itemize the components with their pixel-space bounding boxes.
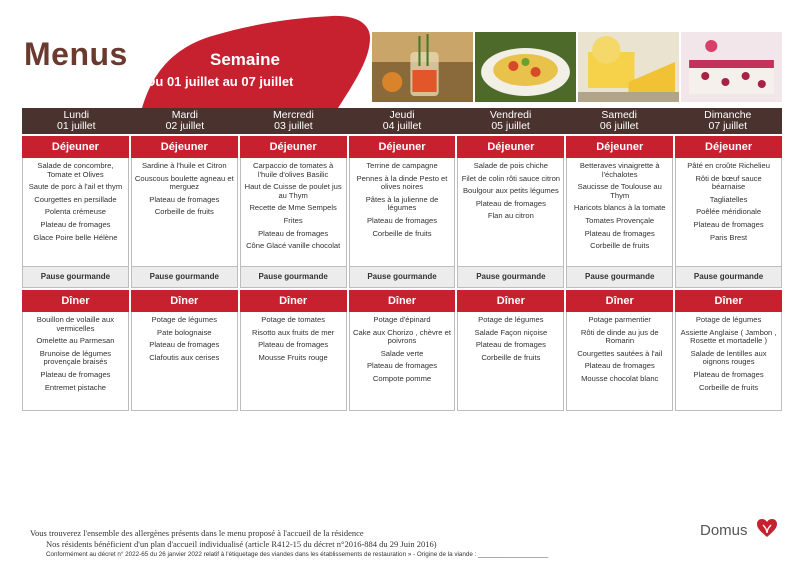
day-column-jeudi xyxy=(349,136,456,411)
dinner-header: Dîner xyxy=(240,290,347,312)
lunch-header: Déjeuner xyxy=(566,136,673,158)
dish-item: Paris Brest xyxy=(710,232,748,242)
dinner-menu-cell xyxy=(457,312,564,411)
dish-item: Cake aux Chorizo , chèvre et poivrons xyxy=(353,327,451,346)
dish-item: Haricots blancs à la tomate xyxy=(573,203,666,213)
dinner-header: Dîner xyxy=(349,290,456,312)
dish-item: Frites xyxy=(283,215,303,225)
dish-item: Pâtes à la julienne de légumes xyxy=(365,194,439,213)
lunch-header: Déjeuner xyxy=(22,136,129,158)
dish-item: Tomates Provençale xyxy=(585,215,655,225)
food-photo-salad xyxy=(475,32,576,102)
dish-item: Boulgour aux petits légumes xyxy=(462,186,559,196)
pause-gourmande-label: Pause gourmande xyxy=(566,267,673,288)
pause-gourmande-label: Pause gourmande xyxy=(457,267,564,288)
dinner-header: Dîner xyxy=(457,290,564,312)
pause-gourmande-label: Pause gourmande xyxy=(240,267,347,288)
day-column-dimanche xyxy=(675,136,782,411)
dish-item: Mousse chocolat blanc xyxy=(581,373,659,383)
dish-item: Plateau de fromages xyxy=(258,228,329,238)
dish-item: Plateau de fromages xyxy=(258,340,329,350)
lunch-menu-cell xyxy=(349,158,456,267)
dish-item: Courgettes sautées à l'ail xyxy=(577,348,663,358)
dish-item: Mousse Fruits rouge xyxy=(258,352,328,362)
dish-item: Rôti de dinde au jus de Romarin xyxy=(580,327,659,346)
dish-item: Potage de légumes xyxy=(478,315,544,324)
dinner-header: Dîner xyxy=(675,290,782,312)
care-plan-notice: Nos résidents bénéficient d'un plan d'accueil individualisé (article R412-15 du décret n°2016-884 du 29 Juin 2016) xyxy=(46,539,437,549)
dish-item: Plateau de fromages xyxy=(40,369,111,379)
dish-item: Assiette Anglaise ( Jambon , Rosette et mortadelle ) xyxy=(680,327,777,346)
dish-item: Salade de pois chiche xyxy=(473,161,549,170)
dish-item: Salade Façon niçoise xyxy=(474,327,548,337)
dish-item: Bouillon de volaille aux vermicelles xyxy=(36,315,115,333)
week-label: Semaine xyxy=(210,50,280,69)
dish-item: Potage de légumes xyxy=(151,315,217,324)
dinner-header: Dîner xyxy=(22,290,129,312)
food-photo-dessert xyxy=(681,32,782,102)
dinner-menu-cell xyxy=(131,312,238,411)
dish-item: Plateau de fromages xyxy=(40,219,111,229)
dish-item: Corbeille de fruits xyxy=(699,382,759,392)
day-header-jeudi: Jeudi 04 juillet xyxy=(382,109,422,132)
lunch-header: Déjeuner xyxy=(457,136,564,158)
day-column-mercredi xyxy=(240,136,347,411)
dinner-menu-cell xyxy=(22,312,129,411)
lunch-menu-cell xyxy=(22,158,129,267)
dish-item: Sardine à l'huile et Citron xyxy=(141,161,227,170)
day-column-lundi xyxy=(22,136,129,411)
day-header-dimanche: Dimanche 07 juillet xyxy=(704,109,752,132)
dish-item: Plateau de fromages xyxy=(693,219,764,229)
dish-item: Potage d'épinard xyxy=(373,315,431,324)
dish-item: Plateau de fromages xyxy=(366,361,438,371)
dish-item: Poêlée méridionale xyxy=(696,207,762,217)
dish-item: Potage parmentier xyxy=(588,315,651,324)
dish-item: Plateau de fromages xyxy=(475,340,546,350)
day-column-samedi xyxy=(566,136,673,411)
dish-item: Corbeille de fruits xyxy=(481,352,541,362)
day-column-mardi xyxy=(131,136,238,411)
dinner-header: Dîner xyxy=(131,290,238,312)
dinner-menu-cell xyxy=(566,312,673,411)
dish-item: Recette de Mme Sempels xyxy=(249,203,337,213)
dish-item: Omelette au Parmesan xyxy=(36,336,115,346)
lunch-header: Déjeuner xyxy=(240,136,347,158)
dish-item: Plateau de fromages xyxy=(584,361,655,371)
dish-item: Pâté en croûte Richelieu xyxy=(687,161,770,170)
dish-item: Potage de tomates xyxy=(261,315,326,324)
day-header-samedi: Samedi 06 juillet xyxy=(599,109,639,132)
day-header-mercredi: Mercredi 03 juillet xyxy=(273,109,314,132)
page-title: Menus xyxy=(24,36,128,72)
dish-item: Betteraves vinaigrette à l'échalotes xyxy=(579,161,660,179)
dinner-menu-cell xyxy=(349,312,456,411)
day-header-vendredi: Vendredi 05 juillet xyxy=(489,109,532,132)
heart-logo-icon xyxy=(756,518,778,538)
lunch-header: Déjeuner xyxy=(675,136,782,158)
dish-item: Salade de concombre, Tomate et Olives xyxy=(37,161,114,179)
lunch-menu-cell xyxy=(566,158,673,267)
dish-item: Saucisse de Toulouse au Thym xyxy=(577,182,662,200)
brand-logo-text: Domus xyxy=(700,522,748,539)
dish-item: Plateau de fromages xyxy=(366,215,438,225)
meat-origin-notice: Conformément au décret n° 2022-65 du 26 janvier 2022 relatif à l'étiquetage des viandes dans les établissements de restauration » - Origine de la viande : ____________________ xyxy=(46,551,549,558)
day-header-mardi: Mardi 02 juillet xyxy=(165,109,205,132)
dish-item: Rôti de bœuf sauce béarnaise xyxy=(695,173,762,192)
pause-gourmande-label: Pause gourmande xyxy=(22,267,129,288)
dish-item: Saute de porc à l'ail et thym xyxy=(28,182,123,192)
food-photo-verrine xyxy=(372,32,473,102)
dish-item: Filet de colin rôti sauce citron xyxy=(461,173,561,183)
lunch-menu-cell xyxy=(240,158,347,267)
dish-item: Corbeille de fruits xyxy=(590,241,650,251)
dish-item: Polenta crémeuse xyxy=(44,207,107,217)
dish-item: Couscous boulette agneau et merguez xyxy=(134,173,234,192)
dish-item: Carpaccio de tomates à l'huile d'olives Basilic xyxy=(253,161,334,179)
dish-item: Compote pomme xyxy=(372,373,432,383)
dish-item: Courgettes en persillade xyxy=(34,194,117,204)
dish-item: Glace Poire belle Hélène xyxy=(33,232,118,242)
dish-item: Clafoutis aux cerises xyxy=(149,352,220,362)
dish-item: Brunoise de légumes provençale braisés xyxy=(39,348,112,367)
days-header-bar xyxy=(22,108,782,134)
day-column-vendredi xyxy=(457,136,564,411)
dish-item: Plateau de fromages xyxy=(149,194,220,204)
dinner-menu-cell xyxy=(240,312,347,411)
dish-item: Potage de légumes xyxy=(695,315,762,324)
pause-gourmande-label: Pause gourmande xyxy=(349,267,456,288)
pause-gourmande-label: Pause gourmande xyxy=(675,267,782,288)
dish-item: Plateau de fromages xyxy=(149,340,220,350)
dish-item: Plateau de fromages xyxy=(584,228,655,238)
dish-item: Flan au citron xyxy=(487,211,534,221)
food-photo-cheese xyxy=(578,32,679,102)
day-header-lundi: Lundi 01 juillet xyxy=(57,109,96,132)
dish-item: Pate bolognaise xyxy=(157,327,212,337)
lunch-menu-cell xyxy=(675,158,782,267)
food-photo-strip xyxy=(372,32,782,102)
dish-item: Salade verte xyxy=(380,348,424,358)
lunch-menu-cell xyxy=(457,158,564,267)
lunch-header: Déjeuner xyxy=(349,136,456,158)
dish-item: Tagliatelles xyxy=(709,194,748,204)
dish-item: Entremet pistache xyxy=(44,382,107,392)
lunch-menu-cell xyxy=(131,158,238,267)
week-dates: Du 01 juillet au 07 juillet xyxy=(146,74,294,89)
dish-item: Terrine de campagne xyxy=(366,161,438,170)
pause-gourmande-label: Pause gourmande xyxy=(131,267,238,288)
allergen-notice: Vous trouverez l'ensemble des allergènes présents dans le menu proposé à l'accueil de la résidence xyxy=(30,528,364,538)
dish-item: Corbeille de fruits xyxy=(372,228,432,238)
dish-item: Risotto aux fruits de mer xyxy=(252,327,335,337)
dish-item: Plateau de fromages xyxy=(693,369,764,379)
dish-item: Pennes à la dinde Pesto et olives noires xyxy=(356,173,448,192)
dish-item: Salade de lentilles aux oignons rouges xyxy=(690,348,767,367)
dish-item: Haut de Cuisse de poulet jus au Thym xyxy=(244,182,342,200)
dish-item: Corbeille de fruits xyxy=(154,207,214,217)
menu-grid xyxy=(22,136,782,411)
dinner-header: Dîner xyxy=(566,290,673,312)
lunch-header: Déjeuner xyxy=(131,136,238,158)
dish-item: Cône Glacé vanille chocolat xyxy=(246,241,341,251)
dish-item: Plateau de fromages xyxy=(475,198,546,208)
dinner-menu-cell xyxy=(675,312,782,411)
